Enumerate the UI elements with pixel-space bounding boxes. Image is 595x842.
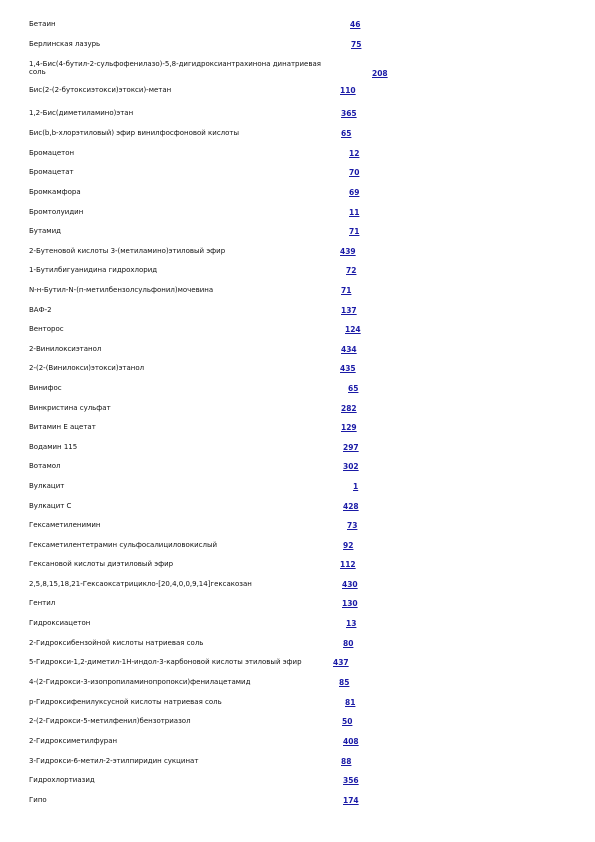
entry-name: р-Гидроксифенилуксусной кислоты натриевая соль <box>29 698 222 706</box>
entry-name: 2-Винилоксиэтанол <box>29 345 102 353</box>
entry-name: Бис(b,b-хлорэтиловый) эфир винилфосфоновой кислоты <box>29 129 240 137</box>
index-entry <box>29 188 81 196</box>
index-entry <box>29 86 171 94</box>
page-number-link[interactable]: 1 <box>353 482 359 491</box>
index-entry <box>29 40 100 48</box>
page-number-link[interactable]: 208 <box>372 69 388 78</box>
index-entry <box>29 796 47 804</box>
index-entry <box>29 639 203 647</box>
index-entry <box>29 698 222 706</box>
index-entry <box>29 462 61 470</box>
index-entry <box>29 384 62 392</box>
page-number-link[interactable]: 65 <box>348 384 359 393</box>
page-number-link[interactable]: 65 <box>341 129 352 138</box>
index-entry <box>29 227 61 235</box>
entry-name: Бромацетат <box>29 168 74 176</box>
index-entry <box>29 678 250 686</box>
entry-name: Вотамол <box>29 462 61 470</box>
entry-name: Гексаметилентетрамин сульфосалициловокислый <box>29 541 218 549</box>
entry-name: Гидроксиацетон <box>29 619 91 627</box>
page-number-link[interactable]: 80 <box>343 639 354 648</box>
index-entry <box>29 168 74 176</box>
page-number-link[interactable]: 130 <box>342 599 358 608</box>
index-entry <box>29 443 77 451</box>
page-number-link[interactable]: 437 <box>333 658 349 667</box>
index-entry <box>29 599 55 607</box>
index-entry <box>29 619 90 627</box>
entry-name: Винкристина сульфат <box>29 404 111 412</box>
page-number-link[interactable]: 428 <box>343 502 359 511</box>
entry-name: Бромкамфора <box>29 188 81 196</box>
entry-name: 1,2-Бис(диметиламино)этан <box>29 109 134 117</box>
index-entry <box>29 776 95 784</box>
entry-name: Вулкацит С <box>29 502 72 510</box>
page-number-link[interactable]: 11 <box>349 208 360 217</box>
page-number-link[interactable]: 356 <box>343 776 359 785</box>
page-number-link[interactable]: 72 <box>346 266 357 275</box>
page-number-link[interactable]: 302 <box>343 462 359 471</box>
page-number-link[interactable]: 137 <box>341 306 357 315</box>
entry-name: Гексаметиленимин <box>29 521 101 529</box>
index-entry <box>29 306 52 314</box>
entry-name: 4-(2-Гидрокси-3-изопропиламинопропокси)фенилацетамид <box>29 678 251 686</box>
index-entry <box>29 345 101 353</box>
entry-name: Бутамид <box>29 227 61 235</box>
index-entry <box>29 502 71 510</box>
index-entry <box>29 364 144 372</box>
entry-name: 1,4-Бис(4-бутил-2-сульфофенилазо)-5,8-дигидроксиантрахинона динатриевая <box>29 60 321 68</box>
index-entry <box>29 109 133 117</box>
entry-name: Гидрохлортиазид <box>29 776 95 784</box>
index-entry <box>29 266 157 274</box>
index-entry <box>29 482 64 490</box>
page-number-link[interactable]: 13 <box>346 619 357 628</box>
entry-name: 2-Бутеновой кислоты 3-(метиламино)этиловый эфир <box>29 247 226 255</box>
entry-name: Бромтолуидин <box>29 208 84 216</box>
entry-name: 1-Бутилбигуанидина гидрохлорид <box>29 266 158 274</box>
page-number-link[interactable]: 92 <box>343 541 354 550</box>
index-entry <box>29 521 100 529</box>
page-number-link[interactable]: 282 <box>341 404 357 413</box>
entry-name: 5-Гидрокси-1,2-диметил-1Н-индол-3-карбоновой кислоты этиловый эфир <box>29 658 302 666</box>
index-entry <box>29 560 173 568</box>
page-number-link[interactable]: 430 <box>342 580 358 589</box>
index-entry <box>29 286 213 294</box>
index-entry <box>29 20 56 28</box>
entry-name: 2-(2-Гидрокси-5-метилфенил)бензотриазол <box>29 717 191 725</box>
page-number-link[interactable]: 129 <box>341 423 357 432</box>
page-number-link[interactable]: 408 <box>343 737 359 746</box>
index-entry <box>29 580 252 588</box>
page-number-link[interactable]: 435 <box>340 364 356 373</box>
entry-name-continued: соль <box>29 68 46 76</box>
index-entry <box>29 717 191 725</box>
entry-name: Бис(2-(2-бутоксиэтокси)этокси)-метан <box>29 86 172 94</box>
page-number-link[interactable]: 297 <box>343 443 359 452</box>
index-entry <box>29 60 321 76</box>
entry-name: ВАФ-2 <box>29 306 52 314</box>
entry-name: Витамин Е ацетат <box>29 423 96 431</box>
entry-name: 2-Гидроксиметилфуран <box>29 737 118 745</box>
index-entry <box>29 247 225 255</box>
index-entry <box>29 423 96 431</box>
page-number-link[interactable]: 85 <box>339 678 350 687</box>
page-number-link[interactable]: 81 <box>345 698 356 707</box>
page-number-link[interactable]: 70 <box>349 168 360 177</box>
page-number-link[interactable]: 365 <box>341 109 357 118</box>
page-number-link[interactable]: 112 <box>340 560 356 569</box>
page-number-link[interactable]: 46 <box>350 20 361 29</box>
page-number-link[interactable]: 174 <box>343 796 359 805</box>
entry-name: Водамин 115 <box>29 443 78 451</box>
index-entry <box>29 325 64 333</box>
entry-name: Бромацетон <box>29 149 75 157</box>
index-entry <box>29 149 74 157</box>
entry-name: Винифос <box>29 384 62 392</box>
page-number-link[interactable]: 75 <box>351 40 362 49</box>
page-number-link[interactable]: 12 <box>349 149 360 158</box>
entry-name: 3-Гидрокси-6-метил-2-этилпиридин сукцинат <box>29 757 199 765</box>
page-number-link[interactable]: 110 <box>340 86 356 95</box>
entry-name: Венторос <box>29 325 64 333</box>
index-entry <box>29 404 111 412</box>
index-entry <box>29 757 198 765</box>
page-number-link[interactable]: 71 <box>349 227 360 236</box>
entry-name: Гексановой кислоты диэтиловый эфир <box>29 560 174 568</box>
page-number-link[interactable]: 439 <box>340 247 356 256</box>
entry-name: Берлинская лазурь <box>29 40 101 48</box>
index-entry <box>29 129 239 137</box>
page-number-link[interactable]: 71 <box>341 286 352 295</box>
entry-name: 2,5,8,15,18,21-Гексаоксатрицикло-[20,4,0,0,9,14]гексакозан <box>29 580 252 588</box>
entry-name: Бетаин <box>29 20 56 28</box>
entry-name: 2-(2-(Винилокси)этокси)этанол <box>29 364 145 372</box>
index-entry <box>29 737 117 745</box>
page-number-link[interactable]: 124 <box>345 325 361 334</box>
page-number-link[interactable]: 434 <box>341 345 357 354</box>
entry-name: Гентил <box>29 599 56 607</box>
entry-name: Вулкацит <box>29 482 65 490</box>
page-number-link[interactable]: 73 <box>347 521 358 530</box>
entry-name: N-н-Бутил-N-(п-метилбензолсульфонил)мочевина <box>29 286 214 294</box>
page-number-link[interactable]: 88 <box>341 757 352 766</box>
index-entry <box>29 658 302 666</box>
index-entry <box>29 208 83 216</box>
entry-name: 2-Гидроксибензойной кислоты натриевая соль <box>29 639 204 647</box>
page-number-link[interactable]: 50 <box>342 717 353 726</box>
page-number-link[interactable]: 69 <box>349 188 360 197</box>
index-entry <box>29 541 217 549</box>
entry-name: Гипо <box>29 796 47 804</box>
